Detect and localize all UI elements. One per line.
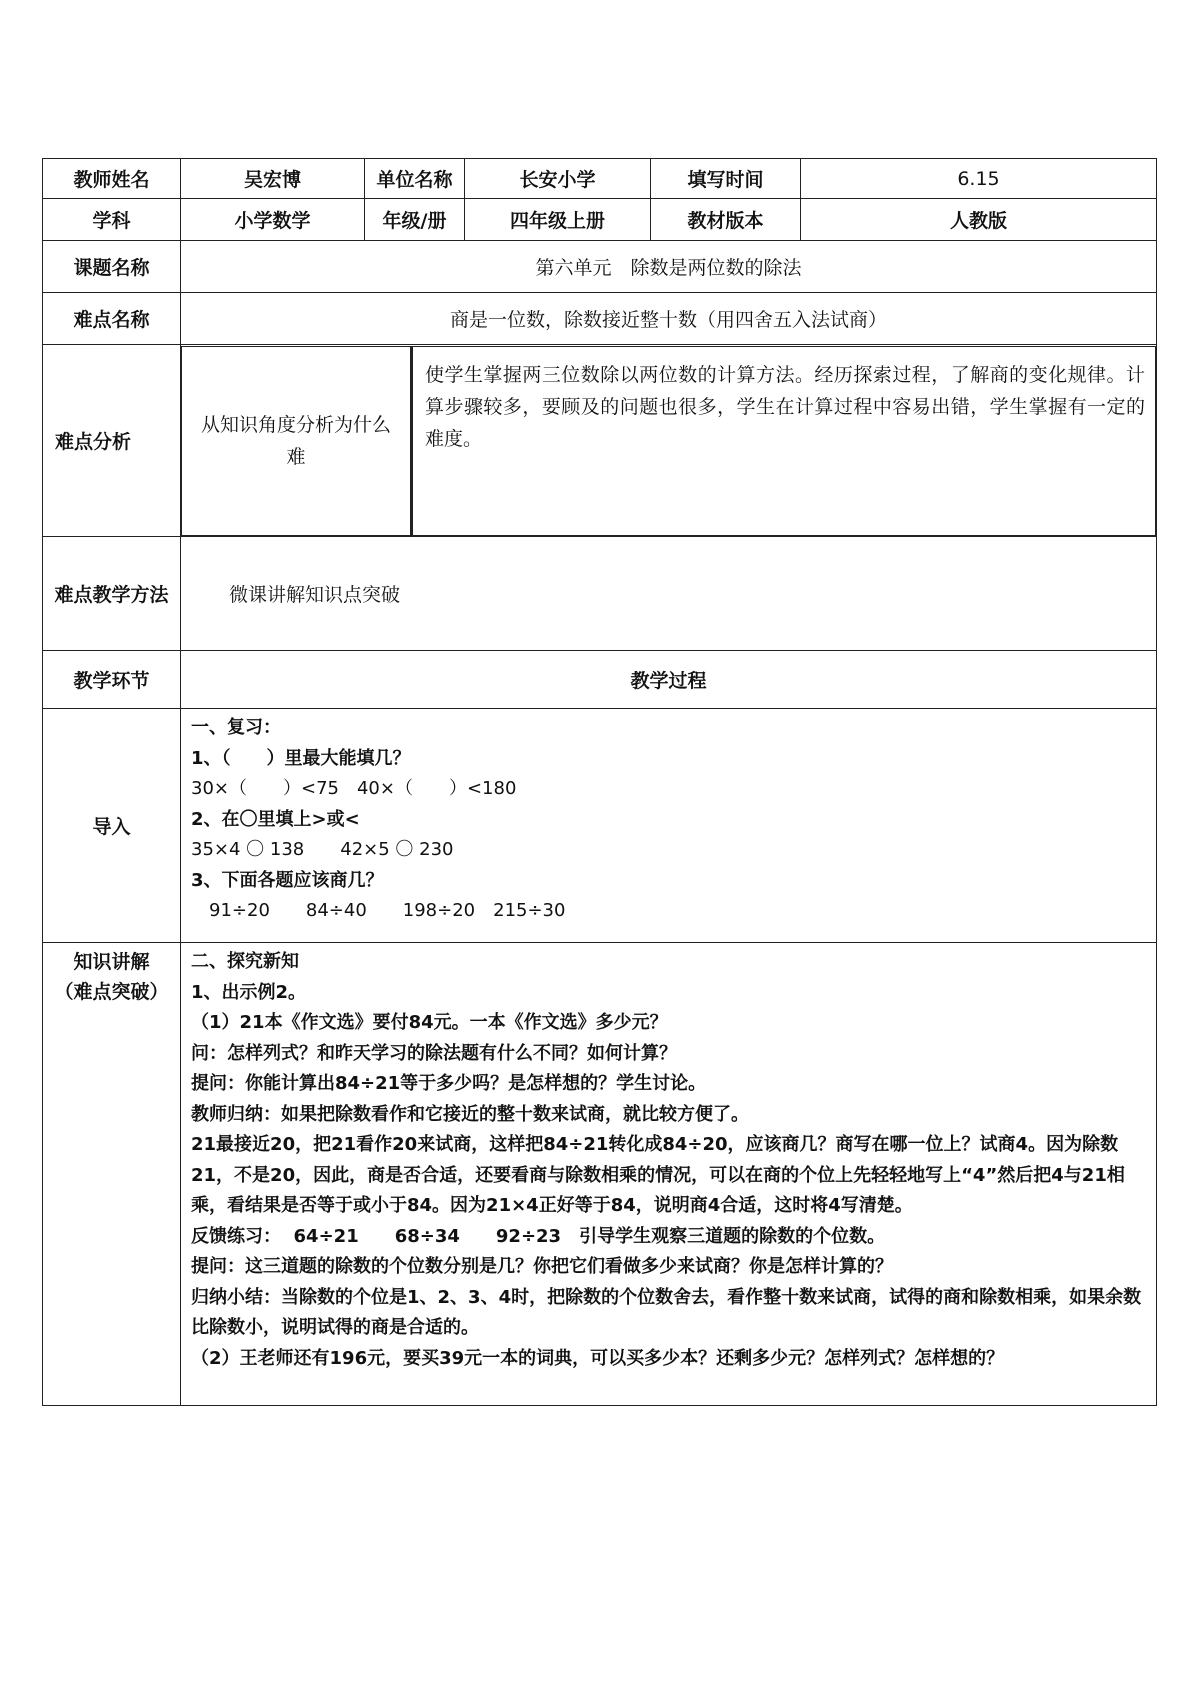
intro-row (43, 709, 1157, 943)
process-header-row (43, 651, 1157, 709)
knowledge-line: 提问：这三道题的除数的个位数分别是几？你把它们看做多少来试商？你是怎样计算的？ (191, 1256, 893, 1277)
topic-label: 课题名称 (43, 241, 181, 293)
knowledge-content (181, 943, 1157, 1406)
knowledge-line: 提问：你能计算出84÷21等于多少吗？是怎样想的？学生讨论。 (191, 1073, 707, 1094)
intro-line: 2、在〇里填上>或< (191, 808, 360, 830)
knowledge-line: 问：怎样列式？和昨天学习的除法题有什么不同？如何计算？ (191, 1042, 677, 1064)
analysis-row (43, 345, 1157, 537)
intro-line: 3、下面各题应该商几？ (191, 869, 384, 891)
subject-value: 小学数学 (181, 199, 365, 241)
topic-row (43, 241, 1157, 293)
knowledge-line: （2）王老师还有196元，要买39元一本的词典，可以买多少本？还剩多少元？怎样列式？怎样想的？ (191, 1347, 1005, 1369)
knowledge-label-line1: 知识讲解 (73, 951, 150, 973)
teacher-name-value: 吴宏博 (181, 159, 365, 199)
intro-line: 91÷20 84÷40 198÷20 215÷30 (191, 900, 566, 921)
method-value: 微课讲解知识点突破 (181, 537, 1157, 651)
header-row-1 (43, 159, 1157, 199)
knowledge-label-line2: （难点突破） (54, 981, 169, 1003)
knowledge-line: （1）21本《作文选》要付84元。一本《作文选》多少元？ (191, 1012, 668, 1033)
process-stage-label: 教学环节 (43, 651, 181, 709)
grade-value: 四年级上册 (465, 199, 651, 241)
analysis-sub-label: 从知识角度分析为什么难 (182, 346, 412, 535)
knowledge-row (43, 943, 1157, 1406)
process-label: 教学过程 (181, 651, 1157, 709)
intro-line: 35×4 〇 138 42×5 〇 230 (191, 839, 454, 860)
knowledge-label (43, 943, 181, 1406)
knowledge-line: 二、探究新知 (191, 951, 299, 972)
topic-value: 第六单元 除数是两位数的除法 (181, 241, 1157, 293)
edition-label: 教材版本 (651, 199, 801, 241)
teacher-name-label: 教师姓名 (43, 159, 181, 199)
difficulty-row (43, 293, 1157, 345)
intro-line: 1、（ ）里最大能填几？ (191, 747, 411, 769)
fill-date-label: 填写时间 (651, 159, 801, 199)
intro-label: 导入 (43, 709, 181, 943)
fill-date-value: 6.15 (801, 159, 1157, 199)
knowledge-line: 归纳小结：当除数的个位是1、2、3、4时，把除数的个位数舍去，看作整十数来试商，试得的商和除数相乘，如果余数比除数小，说明试得的商是合适的。 (191, 1286, 1142, 1338)
grade-label: 年级/册 (365, 199, 465, 241)
edition-value: 人教版 (801, 199, 1157, 241)
unit-name-value: 长安小学 (465, 159, 651, 199)
header-row-2 (43, 199, 1157, 241)
intro-line: 一、复习： (191, 717, 281, 738)
analysis-label: 难点分析 (43, 345, 181, 537)
intro-line: 30×（ ）<75 40×（ ）<180 (191, 778, 517, 799)
method-label: 难点教学方法 (43, 537, 181, 651)
lesson-plan-table (42, 158, 1157, 1406)
method-row (43, 537, 1157, 651)
difficulty-label: 难点名称 (43, 293, 181, 345)
knowledge-line: 21最接近20，把21看作20来试商，这样把84÷21转化成84÷20，应该商几？商写在哪一位上？试商4。因为除数21，不是20，因此，商是否合适，还要看商与除数相乘的情况，可以在商的个位上先轻轻地写上“4”然后把4与21相乘，看结果是否等于或小于84。因为21×4正好等于84，说明商4合适，这时将4写清楚。 (191, 1134, 1125, 1216)
knowledge-line: 1、出示例2。 (191, 981, 307, 1003)
difficulty-value: 商是一位数，除数接近整十数（用四舍五入法试商） (181, 293, 1157, 345)
knowledge-line: 反馈练习： 64÷21 68÷34 92÷23 引导学生观察三道题的除数的个位数。 (191, 1225, 886, 1247)
analysis-content (181, 345, 1157, 537)
analysis-text: 使学生掌握两三位数除以两位数的计算方法。经历探索过程，了解商的变化规律。计算步骤较多，要顾及的问题也很多，学生在计算过程中容易出错，学生掌握有一定的难度。 (412, 346, 1156, 535)
analysis-inner-table (181, 346, 1156, 536)
subject-label: 学科 (43, 199, 181, 241)
unit-name-label: 单位名称 (365, 159, 465, 199)
knowledge-line: 教师归纳：如果把除数看作和它接近的整十数来试商，就比较方便了。 (191, 1103, 749, 1125)
intro-content (181, 709, 1157, 943)
